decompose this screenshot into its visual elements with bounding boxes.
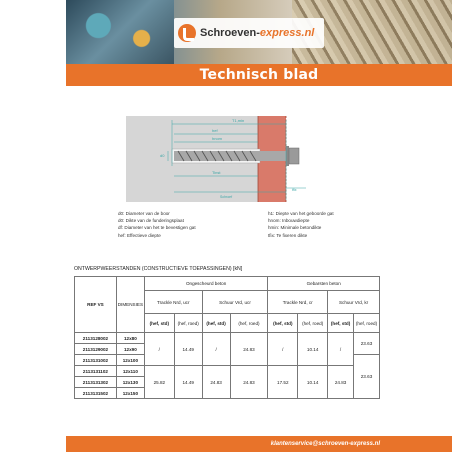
value-cell: 23.63 bbox=[354, 333, 380, 355]
dims-header: DIMENSIES bbox=[116, 277, 144, 333]
support-email-link[interactable]: klantenservice@schroeven-express.nl bbox=[270, 441, 380, 447]
unit-cell: (hef, std) bbox=[144, 314, 174, 333]
value-cell: 14.49 bbox=[174, 366, 202, 399]
brand-logo[interactable] bbox=[174, 18, 324, 48]
shear-cracked-header: Schuur Vrd, kr bbox=[328, 291, 380, 314]
brand-suffix: express.nl bbox=[259, 27, 315, 39]
legend-item: hef: Effectieve diepte bbox=[118, 232, 161, 238]
value-cell: 24.83 bbox=[230, 333, 268, 366]
table-row bbox=[75, 366, 380, 377]
value-cell: 14.49 bbox=[174, 333, 202, 366]
unit-cell: (hef, roed) bbox=[230, 314, 268, 333]
unit-cell: (hef, std) bbox=[268, 314, 298, 333]
tools-photo bbox=[66, 0, 174, 64]
footer-bar bbox=[66, 436, 452, 452]
cracked-header: Gebarsten beton bbox=[268, 277, 380, 291]
anchor-diagram bbox=[120, 110, 320, 210]
unit-cell: (hef, std) bbox=[202, 314, 230, 333]
legend-item: d0: Dikte van de funderingsplaat bbox=[118, 218, 184, 224]
dim-hnom-label: hnom bbox=[212, 136, 223, 141]
dim-schroef-label: Schroef bbox=[220, 195, 233, 199]
tension-uncracked-header: Trackle Nrd, ucr bbox=[144, 291, 202, 314]
unit-cell: (hef, roed) bbox=[354, 314, 380, 333]
legend-item: df: Diameter van het te bevestigen gat bbox=[118, 225, 196, 231]
value-cell: 24.83 bbox=[202, 366, 230, 399]
dim-cell: 12x130 bbox=[116, 377, 144, 388]
ref-cell: 2113129002 bbox=[75, 344, 117, 355]
unit-cell: (hef, roed) bbox=[174, 314, 202, 333]
ref-cell: 2113131502 bbox=[75, 388, 117, 399]
uncracked-header: Ongescheurd beton bbox=[144, 277, 267, 291]
legend-right-column bbox=[268, 210, 378, 239]
value-cell: 23.63 bbox=[354, 355, 380, 399]
ref-cell: 2113131302 bbox=[75, 377, 117, 388]
header-banner bbox=[66, 0, 452, 64]
ref-cell: 2113128002 bbox=[75, 333, 117, 344]
table-heading: ONTWERPWEERSTANDEN (CONSTRUCTIEVE TOEPASSINGEN) [kN] bbox=[74, 266, 243, 272]
value-cell: 10.14 bbox=[298, 333, 328, 366]
value-cell: 24.83 bbox=[230, 366, 268, 399]
value-cell: / bbox=[202, 333, 230, 366]
ref-cell: 2113131002 bbox=[75, 355, 117, 366]
dim-tinst-label: Tinst bbox=[212, 170, 221, 175]
value-cell: / bbox=[328, 333, 354, 366]
value-cell: 10.14 bbox=[298, 366, 328, 399]
dim-cell: 12x90 bbox=[116, 344, 144, 355]
dim-cell: 12x110 bbox=[116, 366, 144, 377]
dim-hef-label: hef bbox=[212, 128, 218, 133]
unit-cell: (hef, std) bbox=[328, 314, 354, 333]
tension-cracked-header: Trackle Nrd, cr bbox=[268, 291, 328, 314]
dim-t1min-label: T1,min bbox=[232, 118, 245, 123]
title-bar bbox=[66, 64, 452, 86]
dim-d0-label: d0 bbox=[160, 153, 165, 158]
screw-washer bbox=[286, 146, 289, 166]
value-cell: 25.82 bbox=[144, 366, 174, 399]
table-header-row bbox=[75, 277, 380, 291]
ref-header: REF VS bbox=[75, 277, 117, 333]
value-cell: / bbox=[144, 333, 174, 366]
value-cell: 17.52 bbox=[268, 366, 298, 399]
page-title: Technisch blad bbox=[199, 67, 319, 83]
ref-cell: 2113131102 bbox=[75, 366, 117, 377]
value-cell: 24.83 bbox=[328, 366, 354, 399]
dim-cell: 12x100 bbox=[116, 355, 144, 366]
legend-item: hnom: Inbouwdiepte bbox=[268, 218, 310, 224]
dim-tfix-label: tfix bbox=[292, 188, 297, 192]
legend-left-column bbox=[118, 210, 238, 239]
screw-head bbox=[289, 148, 299, 164]
legend-item: tfix: Te fixeren dikte bbox=[268, 232, 308, 238]
dim-cell: 12x150 bbox=[116, 388, 144, 399]
brand-prefix: Schroeven- bbox=[200, 27, 260, 39]
logo-icon bbox=[178, 24, 196, 42]
legend-item: h1: Diepte van het geboorde gat bbox=[268, 211, 334, 216]
value-cell: / bbox=[268, 333, 298, 366]
dim-cell: 12x80 bbox=[116, 333, 144, 344]
legend-item: d0: Diameter van de boor bbox=[118, 211, 170, 216]
unit-cell: (hef, roed) bbox=[298, 314, 328, 333]
design-resistance-table bbox=[74, 276, 380, 399]
shear-uncracked-header: Schuur Vrd, ucr bbox=[202, 291, 268, 314]
legend-item: hmin: Minimale betondikte bbox=[268, 225, 322, 231]
table-row bbox=[75, 333, 380, 344]
brand-name bbox=[200, 27, 314, 39]
